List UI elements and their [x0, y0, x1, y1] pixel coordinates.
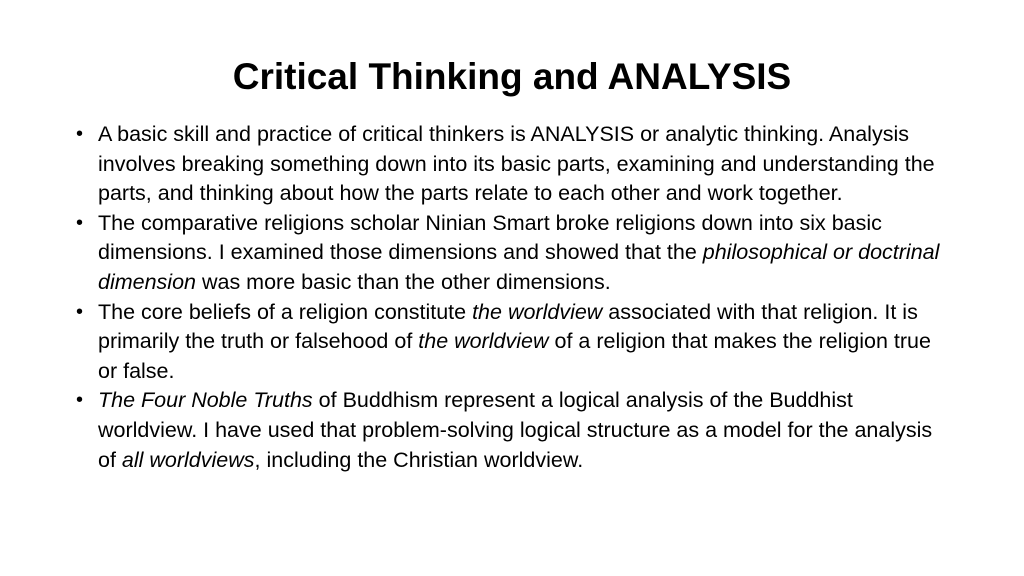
bullet-emphasis-text: the worldview	[472, 299, 603, 324]
bullet-marker: •	[76, 123, 84, 145]
bullet-marker: •	[76, 300, 84, 323]
bullet-text-segment: The comparative religions scholar Ninian Smart broke religions down into six basic dimensions. I examined those dimensions and showed that the	[98, 210, 882, 265]
bullet-marker: •	[76, 211, 84, 234]
bullet-text-segment: associated with that religion. It is primarily the truth or falsehood of	[98, 299, 918, 354]
bullet-marker: •	[76, 389, 84, 412]
bullet-text-segment: of Buddhism represent a logical analysis of the Buddhist worldview. I have used that problem-solving logical structure as a model for the analysis of	[98, 388, 933, 472]
bullet-item	[76, 120, 956, 209]
bullet-emphasis-text: The Four Noble Truths	[98, 388, 313, 413]
slide-title: Critical Thinking and ANALYSIS	[232, 56, 792, 97]
bullet-text-segment: A basic skill and practice of critical thinkers is ANALYSIS or analytic thinking. Analysis involves breaking something down into its basic parts, examining and understanding the parts, and thinking about how the parts relate to each other and work together.	[98, 122, 935, 206]
bullet-emphasis-text: philosophical or doctrinal dimension	[98, 240, 940, 294]
bullet-text-segment: of a religion that makes the religion true or false.	[98, 329, 931, 383]
bullet-list	[76, 120, 956, 475]
bullet-item	[76, 386, 956, 475]
bullet-text-segment: , including the Christian worldview.	[254, 447, 584, 472]
bullet-text-segment: The core beliefs of a religion constitute	[98, 299, 473, 324]
bullet-text-segment: was more basic than the other dimensions.	[196, 269, 611, 294]
bullet-emphasis-text: all worldviews	[121, 447, 255, 472]
bullet-item	[76, 209, 956, 298]
bullet-emphasis-text: the worldview	[418, 329, 549, 354]
bullet-item	[76, 298, 956, 387]
